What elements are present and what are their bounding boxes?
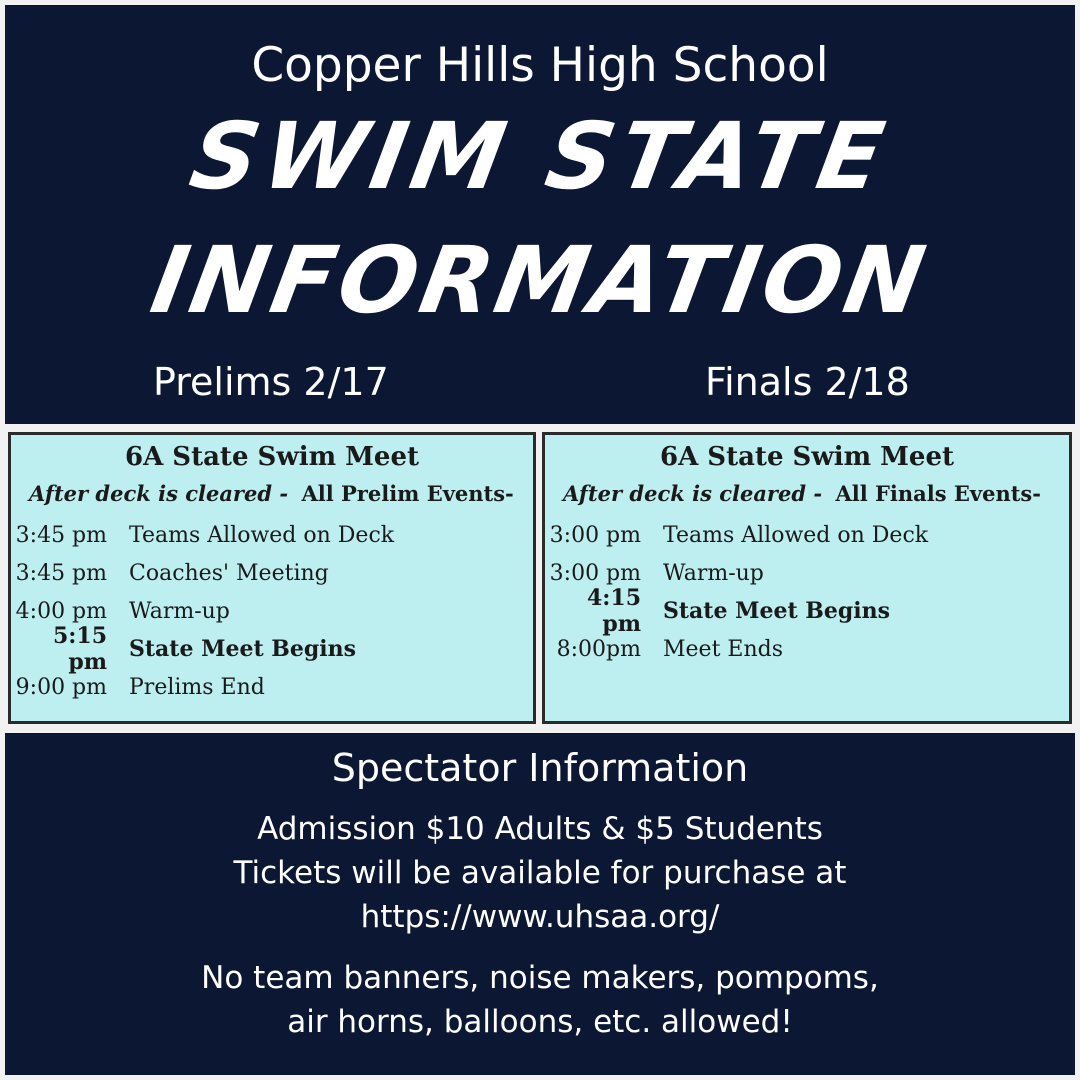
prelims-date: Prelims 2/17: [153, 360, 389, 404]
ticket-url-link[interactable]: https://www.uhsaa.org/: [360, 899, 720, 935]
row-event: Warm-up: [663, 560, 764, 586]
row-event: Prelims End: [129, 674, 265, 700]
row-time: 3:45 pm: [15, 522, 107, 548]
row-time: 3:45 pm: [15, 560, 107, 586]
subtitle-events: All Prelim Events-: [301, 481, 514, 506]
finals-schedule: [542, 432, 1072, 724]
row-event: Coaches' Meeting: [129, 560, 329, 586]
schedule-subtitle: [29, 481, 533, 506]
header-panel: [5, 5, 1075, 424]
subtitle-italic: After deck is cleared -: [563, 481, 823, 506]
schedule-row: [545, 516, 1069, 554]
row-time: 3:00 pm: [549, 560, 641, 586]
title-line-2: INFORMATION: [143, 227, 937, 334]
schedule-row: [11, 516, 533, 554]
row-event: State Meet Begins: [663, 598, 891, 624]
row-event: Teams Allowed on Deck: [663, 522, 929, 548]
row-time: 4:00 pm: [15, 598, 107, 624]
finals-date: Finals 2/18: [705, 360, 910, 404]
admission-text: Admission $10 Adults & $5 Students: [257, 811, 823, 847]
schedule-title: 6A State Swim Meet: [659, 442, 955, 472]
schedule-title: 6A State Swim Meet: [124, 442, 420, 472]
school-name: Copper Hills High School: [251, 38, 829, 93]
row-event: State Meet Begins: [129, 636, 357, 662]
row-time: 3:00 pm: [549, 522, 641, 548]
row-time: 9:00 pm: [15, 674, 107, 700]
subtitle-events: All Finals Events-: [835, 481, 1041, 506]
schedule-row: [11, 668, 533, 706]
tickets-text: Tickets will be available for purchase at: [233, 855, 847, 891]
schedule-row: [11, 623, 533, 675]
title-line-1: SWIM STATE: [182, 103, 898, 210]
spectator-panel: [5, 733, 1075, 1075]
rules-text-line-1: No team banners, noise makers, pompoms,: [201, 960, 879, 996]
row-time: 8:00pm: [556, 636, 641, 662]
schedule-row: [545, 630, 1069, 668]
rules-text-line-2: air horns, balloons, etc. allowed!: [287, 1004, 793, 1040]
row-event: Warm-up: [129, 598, 230, 624]
spectator-title: Spectator Information: [331, 746, 749, 790]
prelims-schedule: [8, 432, 536, 724]
row-event: Meet Ends: [663, 636, 784, 662]
row-time: 5:15 pm: [52, 623, 107, 675]
subtitle-italic: After deck is cleared -: [29, 481, 289, 506]
schedule-row: [545, 585, 1069, 637]
row-event: Teams Allowed on Deck: [129, 522, 395, 548]
schedule-row: [11, 554, 533, 592]
schedule-subtitle: [563, 481, 1069, 506]
row-time: 4:15 pm: [586, 585, 641, 637]
